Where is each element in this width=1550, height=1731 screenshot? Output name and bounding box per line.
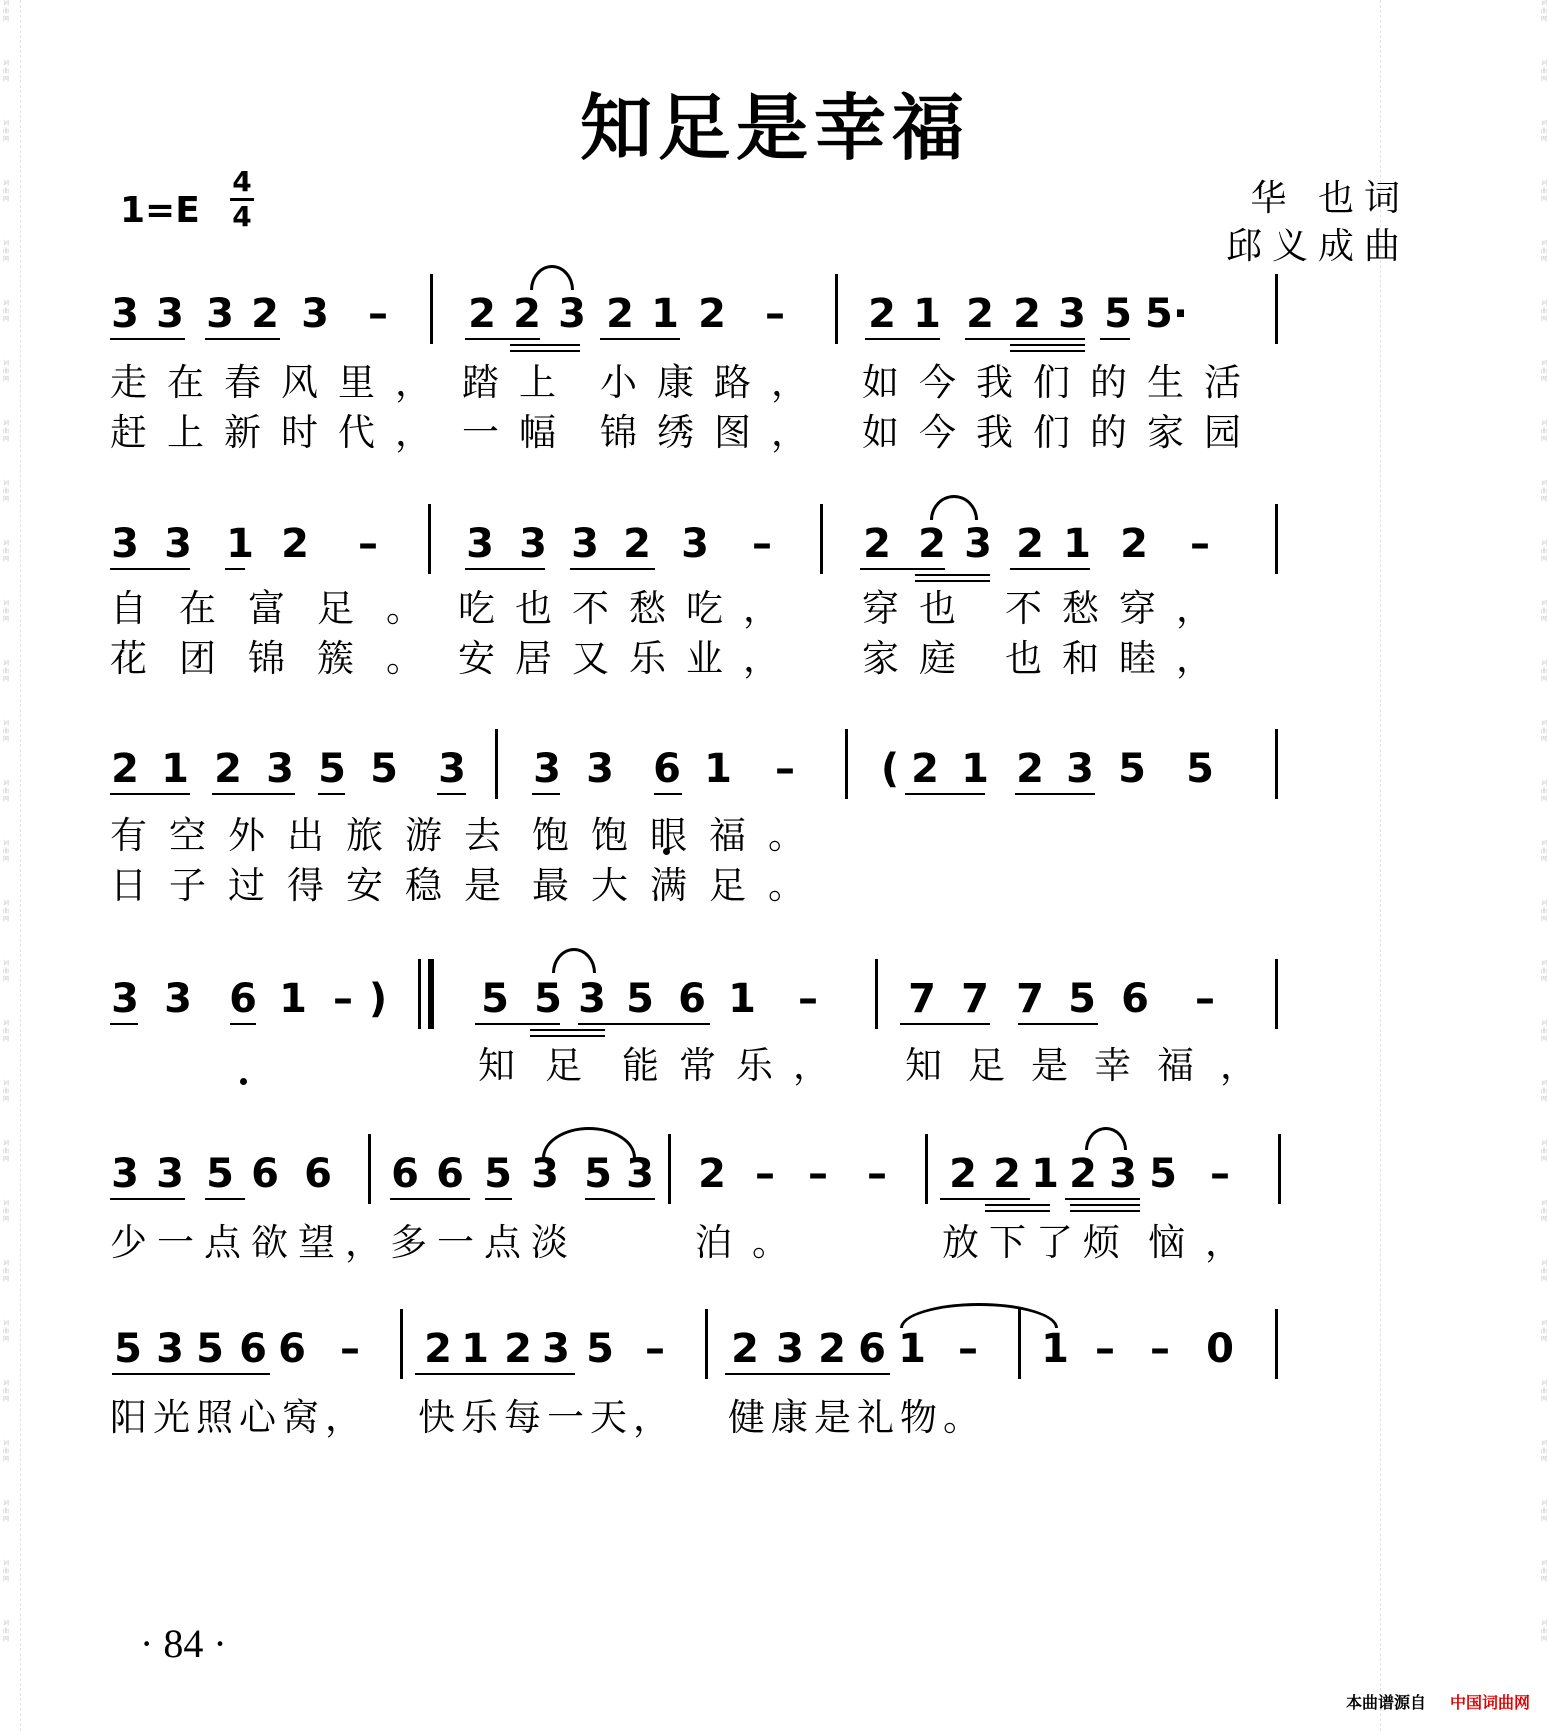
note: 6 [239,1326,267,1372]
watermark-text: 词曲网 [1541,900,1547,923]
right-watermark-strip [1541,0,1547,1731]
watermark-text: 词曲网 [1541,1440,1547,1463]
sustain-dash: – [1195,976,1215,1022]
beam [110,568,190,570]
beam [865,338,940,340]
note: 3 [586,746,614,792]
note: 2 [949,1151,977,1197]
note: 3 [156,1326,184,1372]
sustain-dash: – [368,291,388,337]
beam [985,1204,1050,1206]
note: 1 [279,976,307,1022]
key-signature: 1=E [120,190,200,231]
note: 7 [908,976,936,1022]
note: 0 [1206,1326,1234,1372]
sustain-dash: – [645,1326,665,1372]
barline [820,504,823,574]
beam [965,338,1085,340]
barline [430,274,433,344]
barline [428,504,431,574]
lyric-line: 赶上新时代， [110,411,452,454]
lyric-line: 也和睦， [1005,637,1233,680]
lyric-line: 知足 [478,1044,612,1087]
slur [930,495,978,520]
lyricist-credit: 华 也词 [1250,178,1410,219]
barline [1278,1134,1281,1204]
sustain-dash: – [358,521,378,567]
note: 5 [206,1151,234,1197]
beam [230,1023,256,1025]
watermark-text: 词曲网 [1541,1500,1547,1523]
watermark-text: 词曲网 [1541,1560,1547,1583]
note: 1 [461,1326,489,1372]
note: 5 [484,1151,512,1197]
watermark-text: 词曲网 [1541,1380,1547,1403]
watermark-text: 词曲网 [1541,1080,1547,1103]
song-title: 知足是幸福 [579,85,970,170]
beam [915,574,990,576]
note: 5 [1068,976,1096,1022]
lyric-line: 走在春风里， [110,361,452,404]
watermark-text: 词曲网 [3,360,9,383]
beam [1015,793,1095,795]
beam [900,1023,990,1025]
beam [1010,344,1085,346]
lyric-line: 多一点淡 [390,1221,578,1264]
note: 6 [858,1326,886,1372]
note: 2 [993,1151,1021,1197]
barline [1275,729,1278,799]
watermark-text: 词曲网 [1541,180,1547,203]
note: 5 [1118,746,1146,792]
note: 5· [1145,291,1189,337]
beam [318,793,345,795]
source-credit[interactable] [1346,1690,1530,1713]
beam [205,338,280,340]
barline [705,1309,708,1379]
sustain-dash: – [867,1151,887,1197]
beam [654,793,682,795]
lyric-line: 安居又乐业， [458,637,800,680]
beam [570,568,655,570]
note: 3 [206,291,234,337]
note: 3 [111,291,139,337]
note: 1 [728,976,756,1022]
watermark-text: 词曲网 [3,1020,9,1043]
watermark-text: 词曲网 [1541,540,1547,563]
lyric-line: 锦绣图， [600,411,828,454]
beam [485,1198,512,1200]
barline [845,729,848,799]
beam [1065,1198,1140,1200]
sustain-dash: – [1150,1326,1170,1372]
watermark-text: 词曲网 [3,1500,9,1523]
lyric-line: 家庭 [862,637,976,680]
watermark-text: 词曲网 [3,1080,9,1103]
sustain-dash: – [752,521,772,567]
barline [668,1134,671,1204]
watermark-text: 词曲网 [3,1620,9,1643]
note: 6 [678,976,706,1022]
note: 3 [1058,291,1086,337]
slur [900,1303,1058,1328]
lyric-line: 踏上 [462,361,576,404]
note: 1 [226,521,254,567]
note: ) [368,976,388,1022]
watermark-text: 词曲网 [3,240,9,263]
note: 2 [513,291,541,337]
watermark-text: 词曲网 [3,540,9,563]
note: 1 [898,1326,926,1372]
beam [415,1373,575,1375]
sustain-dash: – [340,1326,360,1372]
left-watermark-strip [3,0,9,1731]
lyric-line: 饱饱眼福。 [532,814,827,857]
note: 2 [606,291,634,337]
note: 2 [1013,291,1041,337]
note: 1 [161,746,189,792]
watermark-text: 词曲网 [3,900,9,923]
lyric-line: 阳光照心窝， [110,1396,368,1439]
note: 2 [818,1326,846,1372]
lyric-line: 恼， [1148,1221,1262,1264]
slur [1085,1127,1127,1150]
note: 5 [584,1151,612,1197]
note: 2 [424,1326,452,1372]
watermark-text: 词曲网 [3,720,9,743]
note: 3 [164,976,192,1022]
barline [1275,1309,1278,1379]
watermark-text: 词曲网 [3,1200,9,1223]
beam [110,1198,185,1200]
sustain-dash: – [1190,521,1210,567]
watermark-text: 词曲网 [1541,840,1547,863]
watermark-text: 词曲网 [1541,600,1547,623]
note: 3 [1066,746,1094,792]
barline [418,959,421,1029]
note: 3 [266,746,294,792]
note: 3 [1109,1151,1137,1197]
watermark-text: 词曲网 [3,1140,9,1163]
note: 6 [304,1151,332,1197]
note: 5 [318,746,346,792]
watermark-text: 词曲网 [3,300,9,323]
watermark-text: 词曲网 [1541,720,1547,743]
barline [925,1134,928,1204]
watermark-text: 词曲网 [1541,1260,1547,1283]
sustain-dash: – [808,1151,828,1197]
barline [835,274,838,344]
note: 2 [698,291,726,337]
lyric-line: 自在富足。 [110,587,455,630]
source-label: 本曲谱源自 [1345,1693,1426,1712]
lyric-line: 泊。 [695,1221,809,1264]
note: 3 [466,521,494,567]
lyric-line: 花团锦簇。 [110,637,455,680]
watermark-text: 词曲网 [3,420,9,443]
note: 5 [481,976,509,1022]
lyric-line: 吃也不愁吃， [458,587,800,630]
time-signature [228,166,256,233]
watermark-text: 词曲网 [3,840,9,863]
watermark-text: 词曲网 [3,180,9,203]
note: 3 [571,521,599,567]
barline [495,729,498,799]
note: 5 [370,746,398,792]
beam [510,344,580,346]
note: 3 [111,976,139,1022]
note: 2 [504,1326,532,1372]
sustain-dash: – [333,976,353,1022]
beam [578,1023,710,1025]
note: 6 [436,1151,464,1197]
barline [1275,504,1278,574]
watermark-text: 词曲网 [1541,0,1547,23]
beam [110,338,185,340]
watermark-text: 词曲网 [3,120,9,143]
watermark-text: 词曲网 [3,1320,9,1343]
note: 3 [558,291,586,337]
beam [110,1023,138,1025]
note: 2 [731,1326,759,1372]
note: 2 [1016,521,1044,567]
note: 6 [653,746,681,792]
beam [225,568,245,570]
barline [1275,274,1278,344]
watermark-text: 词曲网 [1541,60,1547,83]
lyric-line: 知足是幸福， [905,1044,1283,1087]
watermark-text: 词曲网 [1541,660,1547,683]
watermark-text: 词曲网 [3,600,9,623]
note: 2 [281,521,309,567]
beam [585,1198,655,1200]
lyric-line: 少一点欲望， [110,1221,392,1264]
beam [205,1198,245,1200]
note: 1 [704,746,732,792]
barline [1275,959,1278,1029]
note: 3 [964,521,992,567]
note: 2 [698,1151,726,1197]
beam [530,1029,605,1031]
composer-credit: 邱义成曲 [1225,226,1410,267]
watermark-text: 词曲网 [1541,1140,1547,1163]
note: 2 [214,746,242,792]
lyric-line: 能常乐， [622,1044,850,1087]
watermark-text: 词曲网 [1541,1020,1547,1043]
note: 5 [1149,1151,1177,1197]
barline [400,1309,403,1379]
note: 3 [681,521,709,567]
beam [475,1023,560,1025]
note: 3 [533,746,561,792]
note: 3 [301,291,329,337]
lyric-line: 如今我们的生活 [862,361,1261,404]
watermark-text: 词曲网 [1541,420,1547,443]
lyric-line: 穿也 [862,587,976,630]
sustain-dash: – [1095,1326,1115,1372]
note: 6 [251,1151,279,1197]
watermark-text: 词曲网 [1541,300,1547,323]
lyric-line: 最大满足。 [532,864,827,907]
note: 6 [278,1326,306,1372]
watermark-text: 词曲网 [3,1260,9,1283]
beam [1018,1023,1098,1025]
note: 5 [1186,746,1214,792]
note: 1 [1063,521,1091,567]
watermark-text: 词曲网 [3,1380,9,1403]
octave-dot [240,1078,247,1085]
note: 3 [578,976,606,1022]
watermark-text: 词曲网 [3,0,9,23]
note: 1 [651,291,679,337]
note: 2 [251,291,279,337]
note: 6 [229,976,257,1022]
slur [530,265,574,290]
watermark-text: 词曲网 [3,1560,9,1583]
watermark-text: 词曲网 [3,480,9,503]
lyric-line: 放下了烦 [942,1221,1130,1264]
watermark-text: 词曲网 [3,660,9,683]
beam [940,1198,1030,1200]
watermark-text: 词曲网 [1541,120,1547,143]
page-number: · 84 · [140,1621,227,1666]
note: 2 [863,521,891,567]
note: 3 [519,521,547,567]
watermark-text: 词曲网 [1541,960,1547,983]
note: 2 [1069,1151,1097,1197]
note: 7 [1016,976,1044,1022]
lyric-line: 不愁穿， [1005,587,1233,630]
note: 3 [531,1151,559,1197]
watermark-text: 词曲网 [1541,1200,1547,1223]
note: 2 [911,746,939,792]
note: 2 [623,521,651,567]
note: 3 [776,1326,804,1372]
beam [600,338,680,340]
note: 3 [111,1151,139,1197]
beam [860,568,945,570]
watermark-text: 词曲网 [1541,1320,1547,1343]
note: 7 [961,976,989,1022]
note: 2 [468,291,496,337]
sustain-dash: – [755,1151,775,1197]
beam [110,793,190,795]
note: 3 [626,1151,654,1197]
beam [1100,338,1130,340]
beam [437,793,466,795]
note: 3 [111,521,139,567]
note: 5 [1104,291,1132,337]
note: 3 [438,746,466,792]
watermark-text: 词曲网 [3,60,9,83]
lyric-line: 一幅 [462,411,576,454]
beam [212,793,295,795]
watermark-text: 词曲网 [1541,1620,1547,1643]
note: 1 [1041,1326,1069,1372]
lyric-line: 健康是礼物。 [728,1396,986,1439]
watermark-text: 词曲网 [1541,240,1547,263]
note: 1 [961,746,989,792]
note: 3 [164,521,192,567]
sustain-dash: – [798,976,818,1022]
beam [1070,1204,1140,1206]
watermark-text: 词曲网 [1541,780,1547,803]
lyric-line: 有空外出旅游去 [110,814,523,857]
sustain-dash: – [775,746,795,792]
watermark-text: 词曲网 [1541,360,1547,383]
source-site-link[interactable]: 中国词曲网 [1449,1693,1530,1712]
note: 1 [913,291,941,337]
note: 2 [111,746,139,792]
barline [875,959,878,1029]
note: ( [880,746,900,792]
note: 6 [1121,976,1149,1022]
note: 5 [196,1326,224,1372]
beam [1010,568,1090,570]
lyric-line: 小康路， [600,361,828,404]
beam [465,338,540,340]
watermark-text: 词曲网 [3,1440,9,1463]
beam [725,1373,890,1375]
note: 2 [1016,746,1044,792]
note: 3 [542,1326,570,1372]
note: 1 [1031,1151,1059,1197]
watermark-text: 词曲网 [3,960,9,983]
barline [368,1134,371,1204]
note: 2 [868,291,896,337]
repeat-barline [428,959,434,1029]
lyric-line: 如今我们的家园 [862,411,1261,454]
watermark-text: 词曲网 [1541,480,1547,503]
beam [112,1373,270,1375]
note: 5 [626,976,654,1022]
lyric-line: 日子过得安稳是 [110,864,523,907]
beam [465,568,545,570]
beam [390,1198,470,1200]
beam [905,793,985,795]
sustain-dash: – [958,1326,978,1372]
note: 6 [391,1151,419,1197]
time-signature-top: 4 [232,165,252,198]
sustain-dash: – [765,291,785,337]
lyric-line: 快乐每一天， [418,1396,676,1439]
beam [532,793,560,795]
note: 5 [534,976,562,1022]
slur [542,1127,636,1158]
time-signature-bottom: 4 [232,200,252,233]
note: 3 [156,291,184,337]
note: 5 [586,1326,614,1372]
slur [552,948,596,973]
watermark-text: 词曲网 [3,780,9,803]
note: 3 [156,1151,184,1197]
sustain-dash: – [1210,1151,1230,1197]
note: 2 [1120,521,1148,567]
note: 5 [114,1326,142,1372]
note: 2 [966,291,994,337]
note: 2 [918,521,946,567]
